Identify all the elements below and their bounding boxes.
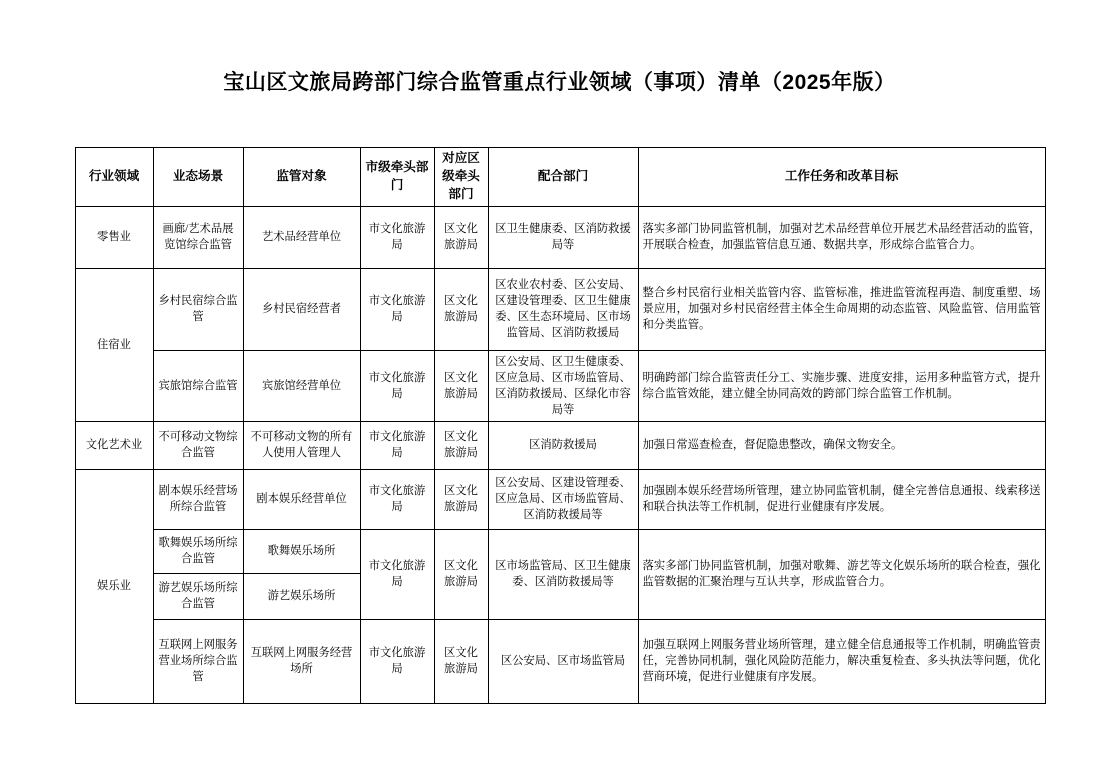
page-title: 宝山区文旅局跨部门综合监管重点行业领域（事项）清单（2025年版） — [223, 71, 896, 94]
cell-cooperating: 区公安局、区建设管理委、区应急局、区市场监管局、区消防救援局等 — [488, 469, 638, 529]
column-header-scene: 业态场景 — [153, 148, 243, 207]
table-row — [75, 529, 1045, 573]
cell-scene: 不可移动文物综合监管 — [153, 421, 243, 469]
cell-task: 整合乡村民宿行业相关监管内容、监管标准，推进监管流程再造、制度重塑、场景应用，加强对乡村民宿经营主体全生命周期的动态监管、风险监管、信用监管和分类监管。 — [638, 268, 1045, 350]
table-header — [75, 148, 1045, 207]
cell-scene: 互联网上网服务营业场所综合监管 — [153, 619, 243, 703]
cell-scene: 剧本娱乐经营场所综合监管 — [153, 469, 243, 529]
cell-city-lead: 市文化旅游局 — [360, 469, 434, 529]
table-row — [75, 469, 1045, 529]
cell-task: 加强日常巡查检查，督促隐患整改，确保文物安全。 — [638, 421, 1045, 469]
cell-object: 剧本娱乐经营单位 — [243, 469, 360, 529]
cell-city-lead: 市文化旅游局 — [360, 529, 434, 619]
table-body — [75, 206, 1045, 703]
cell-object: 艺术品经营单位 — [243, 206, 360, 268]
cell-district-lead: 区文化旅游局 — [434, 268, 488, 350]
cell-city-lead: 市文化旅游局 — [360, 421, 434, 469]
cell-task: 落实多部门协同监管机制，加强对歌舞、游艺等文化娱乐场所的联合检查，强化监管数据的汇聚治理与互认共享，形成监管合力。 — [638, 529, 1045, 619]
cell-object: 宾旅馆经营单位 — [243, 350, 360, 421]
column-header-object: 监管对象 — [243, 148, 360, 207]
cell-district-lead: 区文化旅游局 — [434, 469, 488, 529]
cell-district-lead: 区文化旅游局 — [434, 421, 488, 469]
column-header-city-lead: 市级牵头部门 — [360, 148, 434, 207]
column-header-field: 行业领域 — [75, 148, 153, 207]
column-header-district-lead: 对应区级牵头部门 — [434, 148, 488, 207]
table-container — [75, 96, 1045, 704]
cell-district-lead: 区文化旅游局 — [434, 619, 488, 703]
cell-field: 零售业 — [75, 206, 153, 268]
cell-task: 加强互联网上网服务营业场所管理，建立健全信息通报等工作机制，明确监管责任，完善协同机制，强化风险防范能力，解决重复检查、多头执法等问题，优化营商环境，促进行业健康有序发展。 — [638, 619, 1045, 703]
cell-task: 落实多部门协同监管机制，加强对艺术品经营单位开展艺术品经营活动的监管，开展联合检查，加强监管信息互通、数据共享，形成综合监管合力。 — [638, 206, 1045, 268]
cell-object: 游艺娱乐场所 — [243, 573, 360, 619]
cell-task: 明确跨部门综合监管责任分工、实施步骤、进度安排，运用多种监管方式，提升综合监管效能，建立健全协同高效的跨部门综合监管工作机制。 — [638, 350, 1045, 421]
table-row — [75, 350, 1045, 421]
cell-city-lead: 市文化旅游局 — [360, 268, 434, 350]
cell-cooperating: 区公安局、区市场监管局 — [488, 619, 638, 703]
cell-district-lead: 区文化旅游局 — [434, 350, 488, 421]
cell-cooperating: 区消防救援局 — [488, 421, 638, 469]
cell-field: 文化艺术业 — [75, 421, 153, 469]
cell-scene: 乡村民宿综合监管 — [153, 268, 243, 350]
cell-object: 乡村民宿经营者 — [243, 268, 360, 350]
cell-city-lead: 市文化旅游局 — [360, 619, 434, 703]
table-row — [75, 421, 1045, 469]
table-row — [75, 268, 1045, 350]
cell-scene: 歌舞娱乐场所综合监管 — [153, 529, 243, 573]
cell-city-lead: 市文化旅游局 — [360, 350, 434, 421]
cell-task: 加强剧本娱乐经营场所管理，建立协同监管机制，健全完善信息通报、线索移送和联合执法等工作机制，促进行业健康有序发展。 — [638, 469, 1045, 529]
column-header-cooperating: 配合部门 — [488, 148, 638, 207]
cell-district-lead: 区文化旅游局 — [434, 206, 488, 268]
cell-object: 不可移动文物的所有人使用人管理人 — [243, 421, 360, 469]
column-header-task: 工作任务和改革目标 — [638, 148, 1045, 207]
cell-scene: 游艺娱乐场所综合监管 — [153, 573, 243, 619]
cell-object: 互联网上网服务经营场所 — [243, 619, 360, 703]
cell-object: 歌舞娱乐场所 — [243, 529, 360, 573]
table-row — [75, 619, 1045, 703]
cell-cooperating: 区农业农村委、区公安局、区建设管理委、区卫生健康委、区生态环境局、区市场监管局、区消防救援局 — [488, 268, 638, 350]
cell-city-lead: 市文化旅游局 — [360, 206, 434, 268]
cell-field: 娱乐业 — [75, 469, 153, 703]
cell-district-lead: 区文化旅游局 — [434, 529, 488, 619]
cell-scene: 画廊/艺术品展览馆综合监管 — [153, 206, 243, 268]
cell-cooperating: 区市场监管局、区卫生健康委、区消防救援局等 — [488, 529, 638, 619]
cell-cooperating: 区公安局、区卫生健康委、区应急局、区市场监管局、区消防救援局、区绿化市容局等 — [488, 350, 638, 421]
regulation-listing-table — [75, 147, 1046, 704]
cell-cooperating: 区卫生健康委、区消防救援局等 — [488, 206, 638, 268]
cell-field: 住宿业 — [75, 268, 153, 421]
table-row — [75, 206, 1045, 268]
table-header-row — [75, 148, 1045, 207]
cell-scene: 宾旅馆综合监管 — [153, 350, 243, 421]
